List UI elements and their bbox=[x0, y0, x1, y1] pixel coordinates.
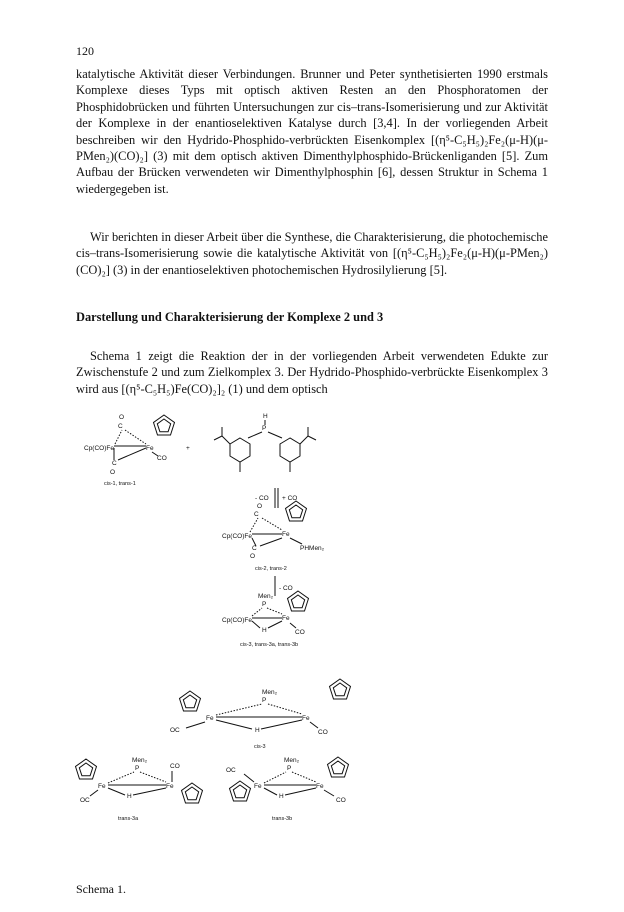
compound-1-label: cis-1, trans-1 bbox=[104, 481, 136, 487]
label-fe-3: Fe bbox=[282, 615, 290, 622]
label-cp-co-fe-2: Cp(CO)Fe bbox=[222, 533, 252, 540]
label-men2-3: Men₂ bbox=[258, 593, 274, 600]
label-fe-trans3b-left: Fe bbox=[254, 783, 262, 790]
paragraph-intro: katalytische Aktivität dieser Verbindungen. Brunner und Peter synthetisierten 1990 erstmals Komplexe dieses Typs mit optisch aktiven Resten an den Phosphoratomen der Phosphidobrücken und führten Untersuchungen zur cis–trans-Isomerisierung und zur Aktivität der Komplexe in der enantioselektiven Katalyse durch [3,4]. In der vorliegenden Arbeit beschreiben wir den Hydrido-Phosphido-verbrückten Eisenkomplex [(η⁵-C₅H₅)₂Fe₂(μ-H)(μ-PMen₂)(CO)₂] (3) mit dem optisch aktiven Dimenthylphosphido-Brückenliganden [5]. Zum Aufbau der Brücken verwendeten wir Dimenthylphosphin [6], dessen Struktur in Schema 1 wiedergegeben ist. bbox=[76, 67, 548, 196]
label-h-trans3a: H bbox=[127, 793, 132, 800]
paragraph-scheme-description: Schema 1 zeigt die Reaktion der in der vorliegenden Arbeit verwendeten Edukte zur Zwischenstufe 2 und zum Zielkomplex 3. Der Hydrido-Phosphido-verbrückte Eisenkomplex 3 wird aus [(η⁵-C₅H₅)Fe(CO)₂]₂ (1) und dem optisch bbox=[76, 349, 548, 396]
label-co: CO bbox=[157, 455, 167, 462]
label-men2-cis3: Men₂ bbox=[262, 689, 278, 696]
label-co-cis3: CO bbox=[318, 729, 328, 736]
compound-3-mixture-structure bbox=[222, 591, 309, 648]
compound-3-mixture-label: cis-3, trans-3a, trans-3b bbox=[240, 642, 299, 648]
label-p: P bbox=[262, 425, 267, 432]
label-o-bottom: O bbox=[110, 469, 116, 476]
label-oc-cis3: OC bbox=[170, 727, 180, 734]
label-o-top-2: O bbox=[257, 503, 263, 510]
label-phmen2: PHMen₂ bbox=[300, 545, 325, 552]
label-c-bottom: C bbox=[112, 460, 117, 467]
scheme-caption: Schema 1. bbox=[76, 882, 126, 896]
label-h: H bbox=[263, 413, 268, 420]
trans-3a-structure bbox=[76, 757, 203, 822]
label-cp-co-fe: Cp(CO)Fe bbox=[84, 445, 114, 452]
label-fe-2: Fe bbox=[282, 531, 290, 538]
label-fe-trans3a-left: Fe bbox=[98, 783, 106, 790]
label-plus-co: + CO bbox=[282, 495, 298, 502]
label-c-top: C bbox=[118, 423, 123, 430]
paragraph-report: Wir berichten in dieser Arbeit über die Synthese, die Charakterisierung, die photochemische cis–trans-Isomerisierung sowie die katalytische Aktivität von [(η⁵-C₅H₅)₂Fe₂(μ-H)(μ-PMen₂)(CO)₂] (3) in der enantioselektiven photochemischen Hydrosilylierung [5]. bbox=[76, 230, 548, 277]
compound-2-structure bbox=[222, 501, 325, 572]
label-p-3: P bbox=[262, 601, 267, 608]
trans-3a-label: trans-3a bbox=[118, 816, 139, 822]
label-oc-trans3a: OC bbox=[80, 797, 90, 804]
compound-2-label: cis-2, trans-2 bbox=[255, 566, 287, 572]
label-minus-co: - CO bbox=[255, 495, 269, 502]
cis-3-structure bbox=[170, 679, 351, 750]
label-fe-cis3-left: Fe bbox=[206, 715, 214, 722]
label-fe-cis3-right: Fe bbox=[302, 715, 310, 722]
cis-3-label: cis-3 bbox=[254, 744, 266, 750]
label-fe: Fe bbox=[146, 445, 154, 452]
label-p-cis3: P bbox=[262, 697, 267, 704]
compound-1-structure bbox=[84, 414, 190, 487]
trans-3b-label: trans-3b bbox=[272, 816, 293, 822]
label-cp-co-fe-3: Cp(CO)Fe bbox=[222, 617, 252, 624]
dimenthylphosphine-structure bbox=[214, 413, 316, 472]
reaction-scheme-drawing bbox=[0, 400, 624, 880]
label-h-trans3b: H bbox=[279, 793, 284, 800]
label-o-bottom-2: O bbox=[250, 553, 256, 560]
label-men2-trans3a: Men₂ bbox=[132, 757, 148, 764]
section-heading: Darstellung und Charakterisierung der Komplexe 2 und 3 bbox=[76, 310, 384, 324]
label-men2-trans3b: Men₂ bbox=[284, 757, 300, 764]
reaction-scheme bbox=[0, 400, 624, 880]
label-c-bottom-2: C bbox=[252, 545, 257, 552]
label-co-trans3b: CO bbox=[336, 797, 346, 804]
label-minus-co-2: - CO bbox=[279, 585, 293, 592]
label-p-trans3b: P bbox=[287, 765, 292, 772]
label-c-top-2: C bbox=[254, 511, 259, 518]
label-fe-trans3a-right: Fe bbox=[166, 783, 174, 790]
label-o-top: O bbox=[119, 414, 125, 421]
trans-3b-structure bbox=[226, 757, 349, 822]
plus-sign: + bbox=[186, 445, 190, 452]
page-number: 120 bbox=[76, 44, 94, 58]
reaction-arrow-2 bbox=[275, 576, 293, 596]
label-h-cis3: H bbox=[255, 727, 260, 734]
label-co-trans3a: CO bbox=[170, 763, 180, 770]
label-fe-trans3b-right: Fe bbox=[316, 783, 324, 790]
label-co-3: CO bbox=[295, 629, 305, 636]
label-p-trans3a: P bbox=[135, 765, 140, 772]
label-h-3: H bbox=[262, 627, 267, 634]
label-oc-trans3b: OC bbox=[226, 767, 236, 774]
